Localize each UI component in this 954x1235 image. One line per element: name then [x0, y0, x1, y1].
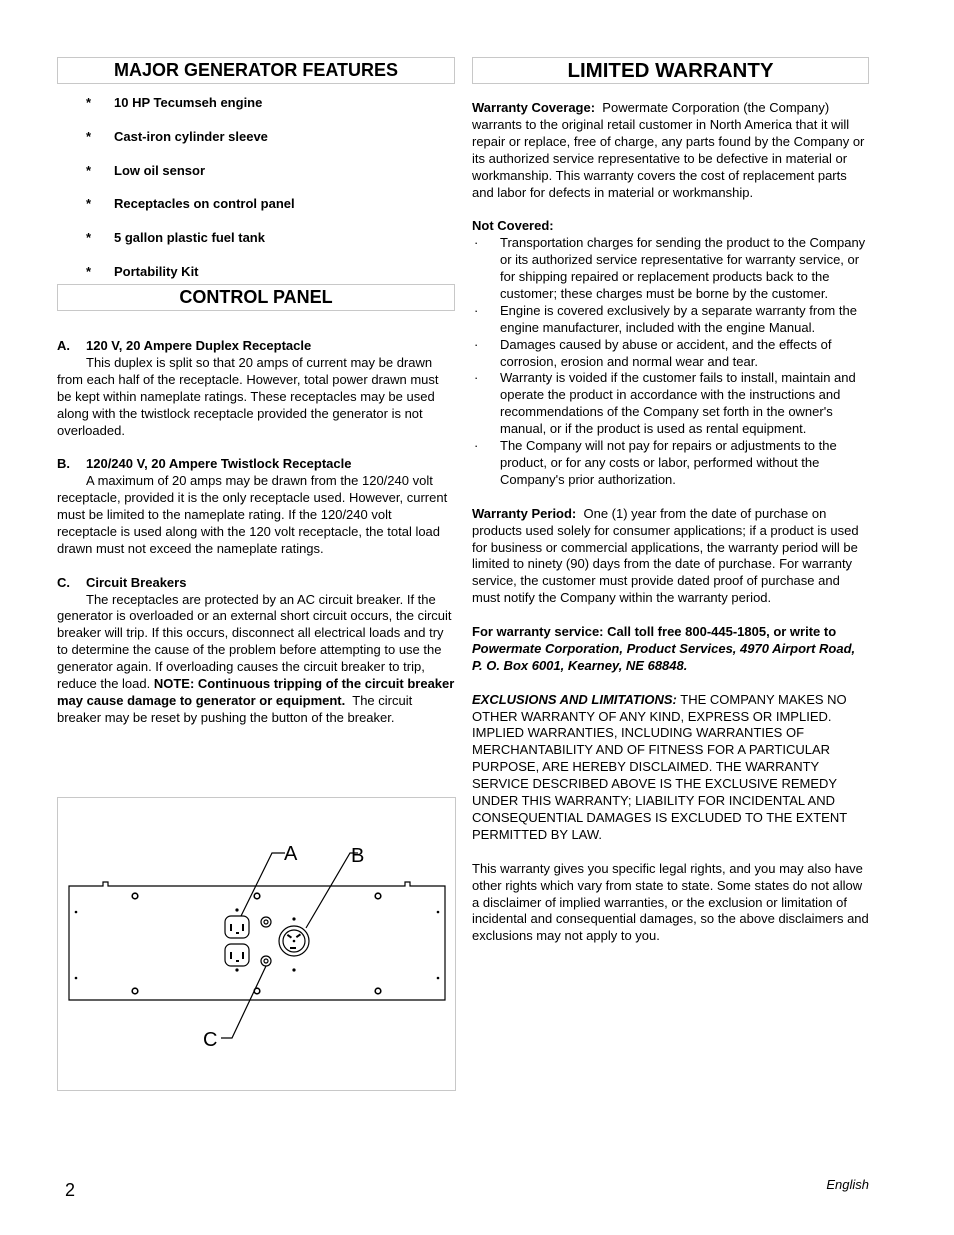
list-item: · Engine is covered exclusively by a separate warranty from the engine manufacturer, included with the engine Manual. — [474, 302, 857, 335]
warranty-coverage: Warranty Coverage: Powermate Corporation (the Company) warrants to the original retail customer in North America that it will repair or replace, free of charge, any parts found by the Company or its authorized service representative to be defective in material or workmanship. This warranty covers the cost of replacement parts and labor for defects in material or workmanship. — [472, 100, 865, 200]
list-item: * Cast-iron cylinder sleeve — [86, 128, 268, 144]
duplex-receptacle-bottom — [225, 944, 249, 966]
list-item: · Warranty is voided if the customer fails to install, maintain and operate the product in accordance with the instructions and recommendations of the Company set forth in the owner's manual, or if the product is used as rental equipment. — [474, 370, 856, 437]
warranty-heading: LIMITED WARRANTY — [472, 57, 869, 84]
duplex-receptacle-top — [225, 916, 249, 938]
legal-rights: This warranty gives you specific legal rights, and you may also have other rights which vary from state to state. Some states do not allow a disclaimer of implied warranties, or the exclusion or limitation of incidental and consequential damages, so the above disclaimers and exclusions may not apply to you. — [472, 860, 869, 944]
label-b: B — [351, 845, 365, 867]
leader-line-a — [241, 853, 285, 916]
panel-outline — [69, 882, 445, 1000]
list-item: · The Company will not pay for repairs or adjustments to the product, or for any costs or labor, performed without the Company's prior authorization. — [474, 438, 837, 487]
label-a: A — [284, 843, 298, 865]
features-heading: MAJOR GENERATOR FEATURES — [57, 57, 455, 84]
section-b-title: B. 120/240 V, 20 Ampere Twistlock Receptacle — [57, 456, 352, 472]
section-b-body: A maximum of 20 amps may be drawn from the 120/240 volt receptacle, provided it is the only receptacle used. However, current must be limited to the nameplate rating. If the 120/240 volt receptacle is used along with the 120 volt receptacle, the total load drawn must not exceed the nameplate ratings. — [57, 473, 448, 556]
bullet-star: * — [86, 196, 92, 212]
features-list — [57, 95, 455, 280]
list-item: * 10 HP Tecumseh engine — [86, 95, 263, 110]
list-item: * Portability Kit — [86, 263, 199, 279]
circuit-breaker-icon — [261, 956, 271, 966]
bullet-star: * — [86, 128, 92, 144]
list-item: * Low oil sensor — [86, 162, 206, 178]
not-covered-heading: Not Covered: — [472, 218, 554, 234]
label-c: C — [203, 1029, 218, 1051]
circuit-breaker-note: NOTE: Continuous tripping of the circuit breaker may cause damage to generator or equipment. — [57, 676, 455, 708]
leader-line-c — [221, 966, 266, 1038]
left-column — [57, 57, 455, 727]
exclusions: EXCLUSIONS AND LIMITATIONS: THE COMPANY MAKES NO OTHER WARRANTY OF ANY KIND, EXPRESS OR IMPLIED. IMPLIED WARRANTIES, INCLUDING WARRANTIES OF MERCHANTABILITY AND OF FITNESS FOR A PARTICULAR PURPOSE, ARE HEREBY DISCLAIMED. THE WARRANTY SERVICE DESCRIBED ABOVE IS THE EXCLUSIVE REMEDY UNDER THIS WARRANTY; LIABILITY FOR INCIDENTAL AND CONSEQUENTIAL DAMAGES IS EXCLUDED TO THE EXTENT PERMITTED BY LAW. — [472, 691, 847, 842]
list-item: · Damages caused by abuse or accident, and the effects of corrosion, erosion and normal wear and tear. — [474, 336, 832, 369]
section-c-body: The receptacles are protected by an AC circuit breaker. If the generator is overloaded or an external short circuit occurs, the circuit breaker will trip. If this occurs, disconnect all electrical loads and try to determine the cause of the problem before attempting to use the generator again. If overloading causes the circuit breaker to trip, reduce the load. NOTE: Continuous tripping of the circuit breaker may cause damage to generator or equipment. The circuit breaker may be reset by pushing the button of the breaker. — [57, 591, 455, 725]
list-item: * Receptacles on control panel — [86, 196, 295, 212]
section-c-title: C. Circuit Breakers — [57, 574, 187, 590]
bullet-star: * — [86, 162, 92, 178]
bullet-star: * — [86, 95, 92, 110]
breaker-screw-icon — [261, 917, 271, 927]
control-panel-heading: CONTROL PANEL — [57, 284, 455, 311]
list-item: * 5 gallon plastic fuel tank — [86, 230, 265, 246]
page-number: 2 — [65, 1180, 76, 1200]
section-a-title: A. 120 V, 20 Ampere Duplex Receptacle — [57, 337, 312, 353]
list-item: · Transportation charges for sending the product to the Company or its authorized service representative for warranty service, or for shipping repaired or replacement products back to the customer; these charges must be borne by the customer. — [474, 235, 866, 301]
not-covered-list — [472, 235, 869, 489]
language-label: English — [826, 1177, 869, 1192]
bullet-star: * — [86, 230, 92, 246]
control-panel-drawing — [58, 798, 455, 1090]
control-panel-diagram — [57, 797, 456, 1091]
right-column — [472, 57, 869, 945]
section-a-body: This duplex is split so that 20 amps of current may be drawn from each half of the receptacle. However, total power drawn must be kept within nameplate ratings. These receptacles may be used along with the twistlock receptacle provided the generator is not overloaded. — [57, 354, 439, 438]
warranty-service: For warranty service: Call toll free 800-445-1805, or write to Powermate Corporation, Product Services, 4970 Airport Road, P. O. Box 6001, Kearney, NE 68848. — [472, 624, 856, 673]
bullet-star: * — [86, 263, 92, 279]
warranty-period: Warranty Period: One (1) year from the date of purchase on products used solely for consumer applications; if a product is used for business or commercial applications, the warranty period will be limited to ninety (90) days from the date of purchase. For warranty service, the customer must provide dated proof of purchase and must notify the Company within the warranty period. — [472, 505, 859, 606]
